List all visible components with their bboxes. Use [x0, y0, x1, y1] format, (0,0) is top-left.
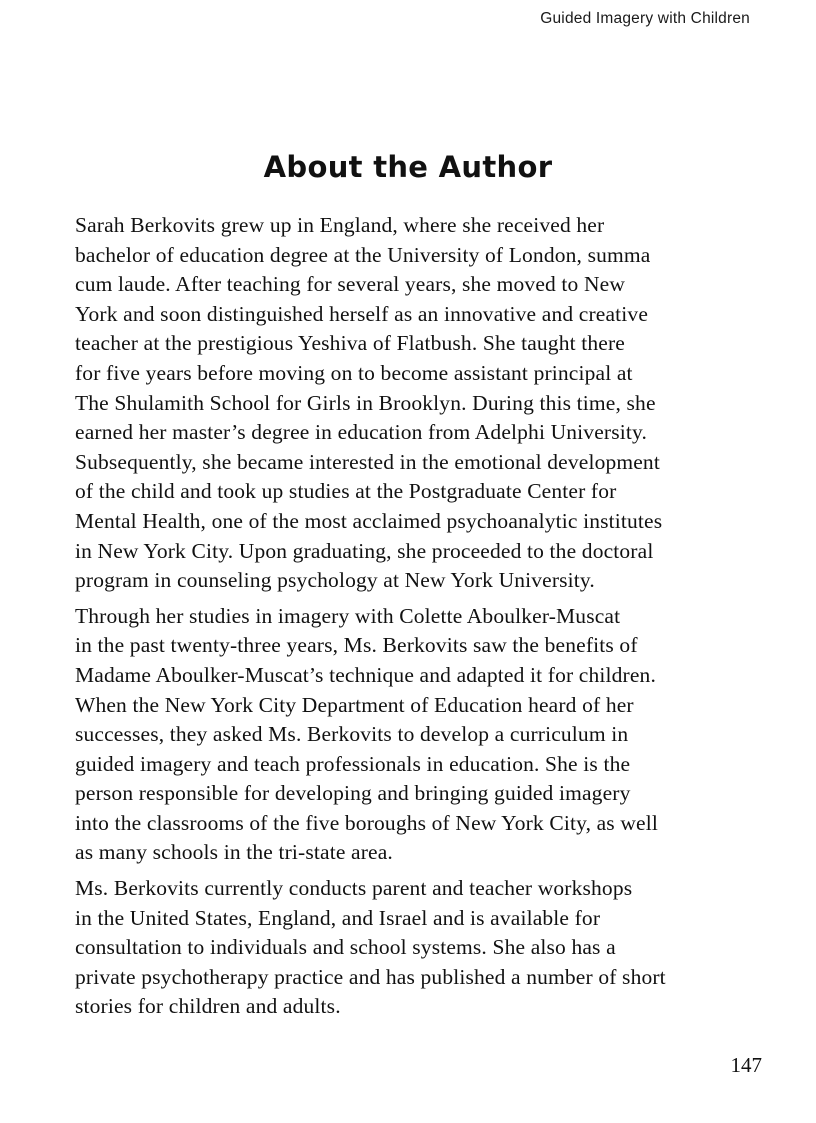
text-line: in the past twenty-three years, Ms. Berkovits saw the benefits of — [75, 633, 638, 658]
paragraph-2 — [75, 602, 775, 868]
text-line: The Shulamith School for Girls in Brooklyn. During this time, she — [75, 390, 656, 415]
text-line: Subsequently, she became interested in the emotional development — [75, 449, 660, 474]
text-line: of the child and took up studies at the Postgraduate Center for — [75, 479, 617, 504]
page-number: 147 — [730, 1053, 762, 1077]
text-line: private psychotherapy practice and has published a number of short — [75, 964, 666, 989]
text-line: Sarah Berkovits grew up in England, where she received her — [75, 213, 605, 237]
text-line: stories for children and adults. — [75, 994, 341, 1019]
text-line: Through her studies in imagery with Colette Aboulker-Muscat — [75, 603, 621, 628]
text-line: consultation to individuals and school systems. She also has a — [75, 935, 616, 960]
text-line: earned her master’s degree in education from Adelphi University. — [75, 420, 647, 445]
text-line: in the United States, England, and Israel and is available for — [75, 905, 601, 930]
text-line: Madame Aboulker-Muscat’s technique and adapted it for children. — [75, 662, 656, 687]
page-title: About the Author — [263, 150, 553, 184]
body-text — [75, 211, 775, 1028]
text-line: bachelor of education degree at the University of London, summa — [75, 242, 651, 267]
paragraph-1 — [75, 211, 775, 596]
text-line: successes, they asked Ms. Berkovits to develop a curriculum in — [75, 722, 629, 747]
text-line: into the classrooms of the five boroughs of New York City, as well — [75, 810, 658, 835]
text-line: Ms. Berkovits currently conducts parent and teacher workshops — [75, 876, 633, 901]
text-line: Mental Health, one of the most acclaimed psychoanalytic institutes — [75, 508, 663, 533]
text-line: cum laude. After teaching for several years, she moved to New — [75, 272, 626, 297]
text-line: York and soon distinguished herself as an innovative and creative — [75, 301, 649, 326]
paragraph-3 — [75, 874, 775, 1022]
text-line: for five years before moving on to become assistant principal at — [75, 360, 633, 385]
text-line: guided imagery and teach professionals in education. She is the — [75, 751, 631, 776]
text-line: When the New York City Department of Education heard of her — [75, 692, 634, 717]
running-header: Guided Imagery with Children — [540, 10, 750, 27]
text-line: teacher at the prestigious Yeshiva of Flatbush. She taught there — [75, 331, 625, 356]
text-line: in New York City. Upon graduating, she proceeded to the doctoral — [75, 538, 654, 563]
text-line: as many schools in the tri-state area. — [75, 840, 393, 865]
text-line: person responsible for developing and bringing guided imagery — [75, 781, 631, 806]
text-line: program in counseling psychology at New York University. — [75, 568, 595, 593]
